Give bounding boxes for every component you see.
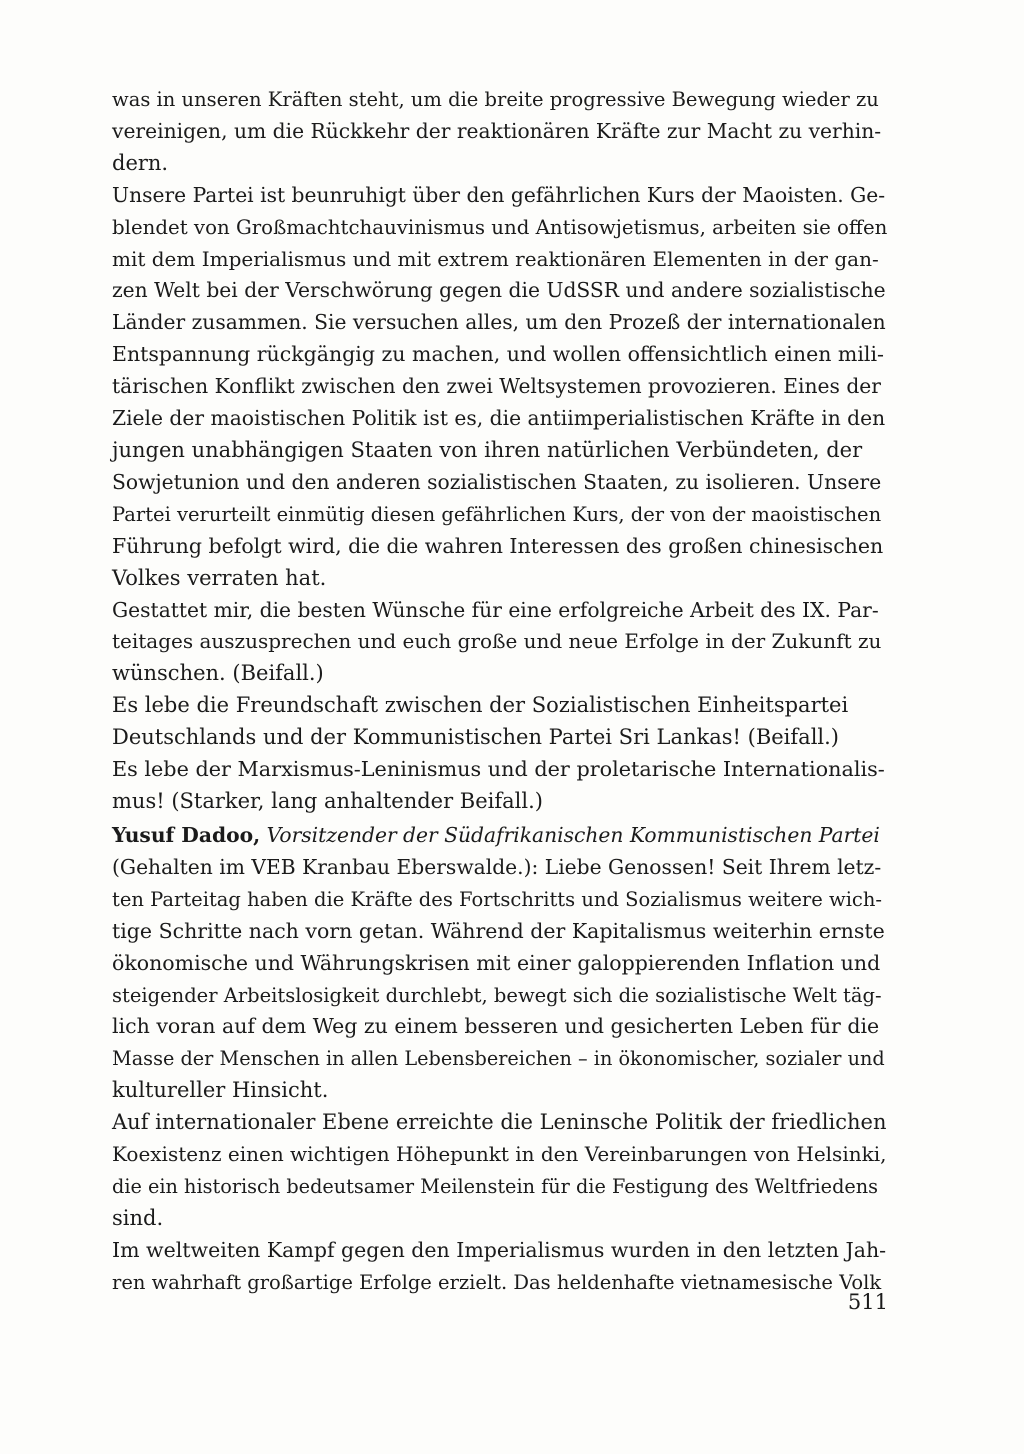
text-line: Sowjetunion und den anderen sozialistischen Staaten, zu isolieren. Unsere — [112, 469, 882, 494]
text-line: dern. — [112, 150, 169, 175]
speaker-heading-line — [112, 820, 887, 852]
text-line: Unsere Partei ist beunruhigt über den gefährlichen Kurs der Maoisten. Ge- — [112, 182, 886, 207]
text-line: Länder zusammen. Sie versuchen alles, um den Prozeß der internationalen — [112, 310, 886, 335]
text-line: Führung befolgt wird, die die wahren Interessen des großen chinesischen — [112, 533, 884, 558]
text-line: wünschen. (Beifall.) — [112, 661, 324, 686]
speaker-role: Vorsitzender der Südafrikanischen Kommunistischen Partei — [266, 823, 880, 847]
text-line: mit dem Imperialismus und mit extrem reaktionären Elementen in der gan- — [112, 246, 879, 271]
text-line: vereinigen, um die Rückkehr der reaktionären Kräfte zur Macht zu verhin- — [112, 118, 882, 143]
text-line: was in unseren Kräften steht, um die breite progressive Bewegung wieder zu — [112, 88, 879, 111]
text-line: die ein historisch bedeutsamer Meilenstein für die Festigung des Weltfriedens — [112, 1174, 879, 1198]
text-line: steigender Arbeitslosigkeit durchlebt, bewegt sich die sozialistische Welt täg- — [112, 983, 882, 1007]
text-line: Es lebe die Freundschaft zwischen der Sozialistischen Einheitspartei — [112, 693, 849, 718]
text-block-continuation — [112, 84, 887, 818]
text-line: lich voran auf dem Weg zu einem besseren und gesicherten Leben für die — [112, 1014, 880, 1039]
text-line: Ziele der maoistischen Politik ist es, die antiimperialistischen Kräfte in den — [112, 406, 886, 431]
text-line: ten Parteitag haben die Kräfte des Fortschritts und Sozialismus weitere wich- — [112, 887, 882, 911]
text-line: Partei verurteilt einmütig diesen gefährlichen Kurs, der von der maoistischen — [112, 502, 882, 526]
text-line: Koexistenz einen wichtigen Höhepunkt in den Vereinbarungen von Helsinki, — [112, 1142, 887, 1167]
text-line: jungen unabhängigen Staaten von ihren natürlichen Verbündeten, der — [112, 437, 863, 462]
text-line: Deutschlands und der Kommunistischen Partei Sri Lankas! (Beifall.) — [112, 725, 839, 750]
text-line: mus! (Starker, lang anhaltender Beifall.) — [112, 788, 543, 813]
text-block-speech — [112, 820, 887, 1299]
text-line: Masse der Menschen in allen Lebensbereichen – in ökonomischer, sozialer und — [112, 1047, 885, 1071]
text-line: Entspannung rückgängig zu machen, und wollen offensichtlich einen mili- — [112, 342, 884, 367]
text-line: Es lebe der Marxismus-Leninismus und der proletarische Internationalis- — [112, 757, 885, 782]
text-line: blendet von Großmachtchauvinismus und Antisowjetismus, arbeiten sie offen — [112, 215, 888, 239]
speaker-name: Yusuf Dadoo, — [112, 823, 261, 847]
text-line: Auf internationaler Ebene erreichte die Leninsche Politik der friedlichen — [112, 1110, 887, 1135]
text-line: tärischen Konflikt zwischen den zwei Weltsystemen provozieren. Eines der — [112, 374, 881, 399]
text-line: ren wahrhaft großartige Erfolge erzielt. Das heldenhafte vietnamesische Volk — [112, 1270, 882, 1294]
text-line: sind. — [112, 1205, 164, 1230]
text-line: (Gehalten im VEB Kranbau Eberswalde.): Liebe Genossen! Seit Ihrem letz- — [112, 854, 882, 879]
text-line: ökonomische und Währungskrisen mit einer galoppierenden Inflation und — [112, 950, 881, 975]
page-number: 511 — [847, 1290, 888, 1314]
text-line: tige Schritte nach vorn getan. Während der Kapitalismus weiterhin ernste — [112, 918, 885, 943]
text-line: zen Welt bei der Verschwörung gegen die UdSSR und andere sozialistische — [112, 278, 886, 303]
text-line: kultureller Hinsicht. — [112, 1078, 329, 1103]
text-line: Im weltweiten Kampf gegen den Imperialismus wurden in den letzten Jah- — [112, 1237, 887, 1262]
text-line: teitages auszusprechen und euch große und neue Erfolge in der Zukunft zu — [112, 629, 882, 654]
text-line: Gestattet mir, die besten Wünsche für eine erfolgreiche Arbeit des IX. Par- — [112, 597, 879, 622]
text-line: Volkes verraten hat. — [112, 565, 327, 590]
